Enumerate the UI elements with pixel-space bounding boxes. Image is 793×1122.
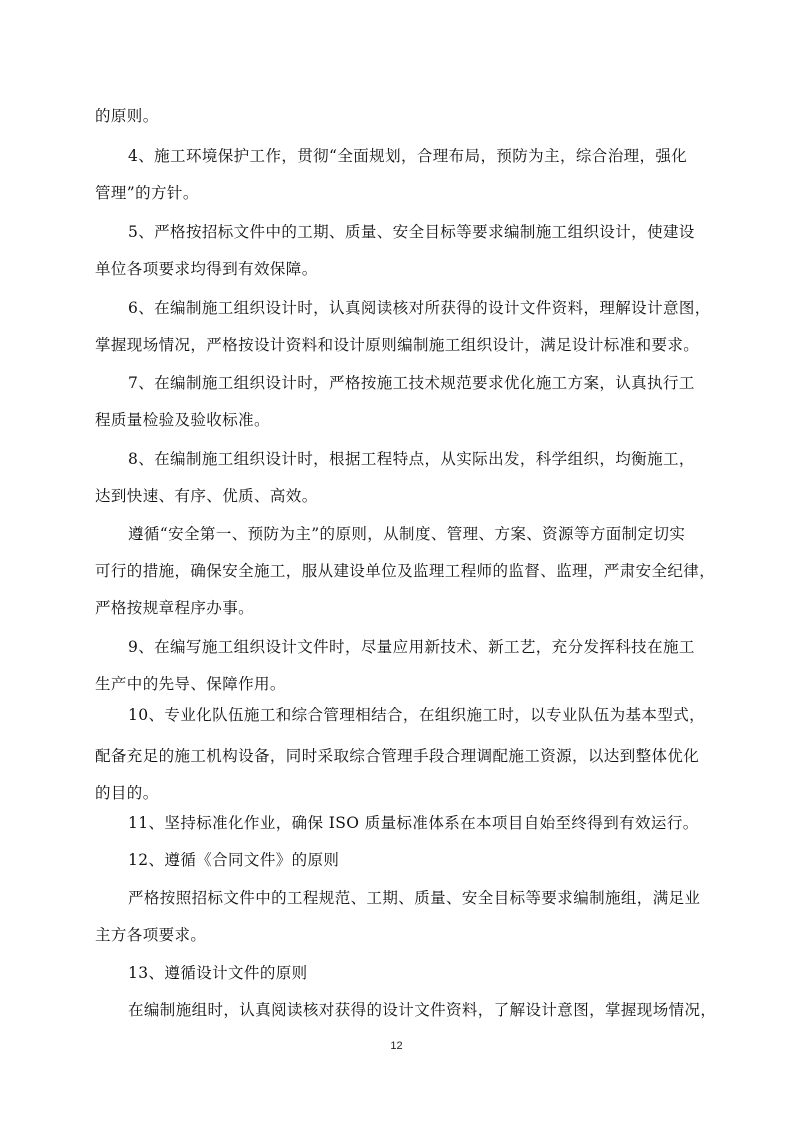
paragraph-line: 的原则。 — [95, 107, 159, 125]
paragraph-line: 5、严格按招标文件中的工期、质量、安全目标等要求编制施工组织设计，使建设 — [128, 223, 695, 241]
paragraph-item-10 — [95, 692, 705, 812]
paragraph-line: 12、遵循《合同文件》的原则 — [128, 851, 340, 869]
paragraph-item-8 — [95, 441, 695, 515]
paragraph-item-4 — [95, 138, 687, 212]
paragraph-line: 达到快速、有序、优质、高效。 — [95, 487, 318, 505]
paragraph-line: 9、在编写施工组织设计文件时，尽量应用新技术、新工艺，充分发挥科技在施工 — [128, 638, 695, 656]
paragraph-item-5 — [95, 214, 695, 288]
paragraph-line: 生产中的先导、保障作用。 — [95, 675, 286, 693]
paragraph-line: 在编制施组时，认真阅读核对获得的设计文件资料，了解设计意图，掌握现场情况， — [128, 1001, 717, 1019]
paragraph-item-11 — [95, 805, 699, 842]
paragraph-line: 主方各项要求。 — [95, 926, 207, 944]
paragraph-design-principle — [95, 992, 716, 1029]
paragraph-principle-end — [95, 98, 159, 135]
paragraph-line: 10、专业化队伍施工和综合管理相结合，在组织施工时，以专业队伍为基本型式， — [128, 706, 706, 724]
paragraph-line: 严格按规章程序办事。 — [95, 599, 255, 617]
paragraph-line: 11、坚持标准化作业，确保 ISO 质量标准体系在本项目自始至终得到有效运行。 — [128, 814, 699, 832]
paragraph-item-12-heading — [95, 842, 339, 879]
paragraph-line: 6、在编制施工组织设计时，认真阅读核对所获得的设计文件资料，理解设计意图， — [128, 299, 711, 317]
paragraph-item-6 — [95, 290, 711, 364]
paragraph-line: 严格按照招标文件中的工程规范、工期、质量、安全目标等要求编制施组，满足业 — [128, 889, 701, 907]
page-number: 12 — [390, 1040, 403, 1052]
paragraph-line: 遵循“安全第一、预防为主”的原则，从制度、管理、方案、资源等方面制定切实 — [128, 525, 686, 543]
paragraph-line: 管理”的方针。 — [95, 184, 199, 202]
paragraph-line: 8、在编制施工组织设计时，根据工程特点，从实际出发，科学组织，均衡施工， — [128, 450, 695, 468]
paragraph-safety-principle — [95, 516, 715, 627]
paragraph-line: 程质量检验及验收标准。 — [95, 411, 270, 429]
paragraph-line: 掌握现场情况，严格按设计资料和设计原则编制施工组织设计，满足设计标准和要求。 — [95, 336, 700, 354]
paragraph-contract-principle — [95, 880, 700, 954]
paragraph-item-7 — [95, 365, 695, 439]
paragraph-line: 可行的措施，确保安全施工，服从建设单位及监理工程师的监督、监理，严肃安全纪律， — [95, 562, 716, 580]
paragraph-line: 13、遵循设计文件的原则 — [128, 964, 308, 982]
paragraph-line: 7、在编制施工组织设计时，严格按施工技术规范要求优化施工方案，认真执行工 — [128, 374, 695, 392]
paragraph-line: 配备充足的施工机构设备，同时采取综合管理手段合理调配施工资源，以达到整体优化 — [95, 747, 700, 765]
paragraph-line: 4、施工环境保护工作，贯彻“全面规划，合理布局，预防为主，综合治理，强化 — [128, 147, 688, 165]
paragraph-line: 的目的。 — [95, 784, 159, 802]
paragraph-item-13-heading — [95, 955, 308, 992]
paragraph-line: 单位各项要求均得到有效保障。 — [95, 260, 318, 278]
